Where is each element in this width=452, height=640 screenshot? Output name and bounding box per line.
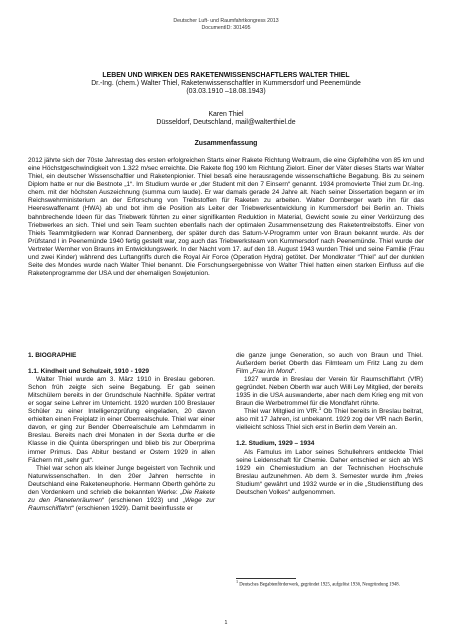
paragraph bbox=[236, 352, 423, 376]
footnote-mark: 1 bbox=[236, 579, 239, 584]
abstract-heading: Zusammenfassung bbox=[194, 140, 258, 147]
subsection-heading-studies: 1.2. Studium, 1929 – 1934 bbox=[236, 440, 315, 448]
paragraph bbox=[28, 465, 215, 513]
header-conference: Deutscher Luft- und Raumfahrtkongress 2013 bbox=[173, 18, 279, 24]
paragraph: Walter Thiel wurde am 3. März 1910 in Breslau geboren. Schon früh zeigte sich seine Begabung. Er gab seinen Mitschülern bereits in der Grundschule Nachhilfe. Später vertrat er sogar seine Lehrer im Unterricht. 1920 wurden 100 Breslauer Schüler zu einer Intelligenzprüfung eingeladen, 20 davon erhielten einen Freiplatz in einer Oberrealschule. Thiel war einer davon, er ging zur Bender Oberrealschule am Lehmdamm in Breslau. Bereits nach drei Monaten in der Sexta durfte er die Klasse in die Quinta überspringen und blieb bis zur Oberprima immer Primus. Das Abitur bestand er Ostern 1929 in allen Fächern mit „sehr gut“. bbox=[28, 376, 215, 464]
paper-dates: (03.03.1910 –18.08.1943) bbox=[186, 88, 266, 96]
paragraph: 1927 wurde in Breslau der Verein für Raumschiffahrt (VfR) gegründet. Neben Oberth war auch Willi Ley Mitglied, der bereits 1935 in die USA auswanderte, aber nach dem Krieg eng mit von Braun die Werbetrommel für die Mondfahrt rührte. bbox=[236, 376, 423, 408]
section-heading: 1. BIOGRAPHIE bbox=[28, 352, 77, 359]
footnote-divider bbox=[236, 578, 296, 579]
page-number: 1 bbox=[224, 620, 228, 626]
paragraph: Als Famulus im Labor seines Schullehrers entdeckte Thiel seine Leidenschaft für Chemie. Daher entschied er sich ab WS 1929 ein Chemiestudium an der Technischen Hochschule Breslau aufzunehmen. Ab dem 3. Semester wurde ihm „freies Studium“ gewährt und 1932 wurde er in die „Studienstiftung des Deutschen Volkes“ aufgenommen. bbox=[236, 448, 423, 496]
text-run: Thiel war Mitglied im VfR. bbox=[244, 408, 319, 416]
text-run: Ob Thiel bereits in Breslau beitrat, also mit 17 Jahren, ist unbekannt. 1929 zog der VfR nach Berlin, vielleicht schloss Thiel sich erst in Berlin dem Verein an. bbox=[236, 408, 423, 432]
left-column bbox=[28, 352, 215, 513]
header-document-id: DocumentID: 301495 bbox=[201, 24, 251, 31]
text-run: “ (erschienen 1923) und „ bbox=[101, 496, 185, 504]
title-block bbox=[40, 72, 412, 97]
footnote bbox=[236, 579, 423, 589]
abstract-text: 2012 jährte sich der 70ste Jahrestag des ersten erfolgreichen Starts einer Rakete Richtung Weltraum, die eine Gipfelhöhe von 85 km und eine Höchstgeschwindigkeit von 1.322 m/sec erreichte. Die Rakete flog 190 km Richtung Zielort. Einer der Väter dieses Starts war Walter Thiel, ein deutscher Wissenschaftler und Raketenpionier. Thiel besaß eine herausragende wissenschaftliche Begabung. Bis zu seinem Diplom hatte er nur die Bestnote „1“. Im Studium wurde er „der Student mit den 7 Einsern“ genannt. 1934 promovierte Thiel zum Dr.-Ing. chem. mit der höchsten Auszeichnung (summa cum laude). Er war damals gerade 24 Jahre alt. Nach seiner Dissertation begann er im Reichswehrministerium an der Erforschung von Treibstoffen für Raketen zu arbeiten. Walter Dornberger warb ihn für das Heereswaffenamt (HWA) ab und bot ihm die Position als Leiter der Triebwerksentwicklung in Kummersdorf bei Berlin an. Thiels bahnbrechende Ideen für das Triebwerk führten zu einer signifikanten Reduktion in Material, Gewicht sowie zu einer Verkürzung des Triebwerkes an sich. Thiel und sein Team suchten ebenfalls nach der optimalen Zusammensetzung des Raketentreibstoffs. Einer von Thiels Teammitgliedern war Konrad Dannenberg, der später durch das Saturn-V-Programm unter von Braun bekannt wurde. Als der Prüfstand I in Peenemünde 1940 fertig gestellt war, zog auch das Triebwerksteam von Kummersdorf nach Peenemünde. Thiel wurde der Vertreter Wernher von Brauns im Entwicklungswerk. In der Nacht vom 17. auf den 18. August 1943 wurden Thiel und seine Familie (Frau und zwei Kinder) während des Luftangriffs durch die Royal Air Force (Operation Hydra) getötet. Der Mondkrater “Thiel” auf der dunklen Seite des Mondes wurde nach Walter Thiel benannt. Die Forschungsergebnisse von Walter Thiel hatten einen starken Einfluss auf die Raketenprogramme der USA und der ehemaligen Sowjetunion. bbox=[28, 157, 424, 278]
running-header bbox=[0, 18, 452, 31]
paper-title: LEBEN UND WIRKEN DES RAKETENWISSENSCHAFTLERS WALTER THIEL bbox=[102, 72, 350, 79]
text-run: Thiel war schon als kleiner Junge begeistert von Technik und Naturwissenschaften. In den 20er Jahren herrschte in Deutschland eine Raketeneuphorie. Hermann Oberth gehörte zu den Vordenkern und schrieb die bekannten Werke: „ bbox=[28, 464, 215, 496]
paragraph bbox=[236, 408, 423, 432]
author-block bbox=[40, 111, 412, 127]
author-name: Karen Thiel bbox=[208, 111, 244, 118]
subsection-heading-childhood: 1.1. Kindheit und Schulzeit, 1910 - 1929 bbox=[28, 368, 150, 376]
text-run: “. bbox=[292, 368, 297, 376]
text-run: die ganze junge Generation, so auch von Braun und Thiel. Außerdem beriet Oberth das Filmteam um Fritz Lang zu dem Film „ bbox=[236, 352, 423, 376]
text-run: “ (erschienen 1929). Damit beeinflusste er bbox=[71, 504, 193, 512]
book-title: Die Rakete zu den Planetenräumen bbox=[28, 488, 215, 504]
author-affiliation: Düsseldorf, Deutschland, mail@walterthiel.de bbox=[156, 119, 296, 127]
right-column bbox=[236, 352, 423, 497]
footnote-text: Deutsches Begabtenförderwerk, gegründet 1925, aufgelöst 1936, Neugründung 1948. bbox=[238, 582, 400, 588]
paper-subtitle: Dr.-Ing. (chem.) Walter Thiel, Raketenwissenschaftler in Kummersdorf und Peenemünde bbox=[91, 80, 361, 88]
book-title: Wege zur Raumschiffahrt bbox=[28, 496, 215, 512]
film-title: Frau im Mond bbox=[252, 368, 293, 376]
spacer bbox=[236, 432, 423, 440]
footnote-reference: 1 bbox=[318, 406, 322, 412]
